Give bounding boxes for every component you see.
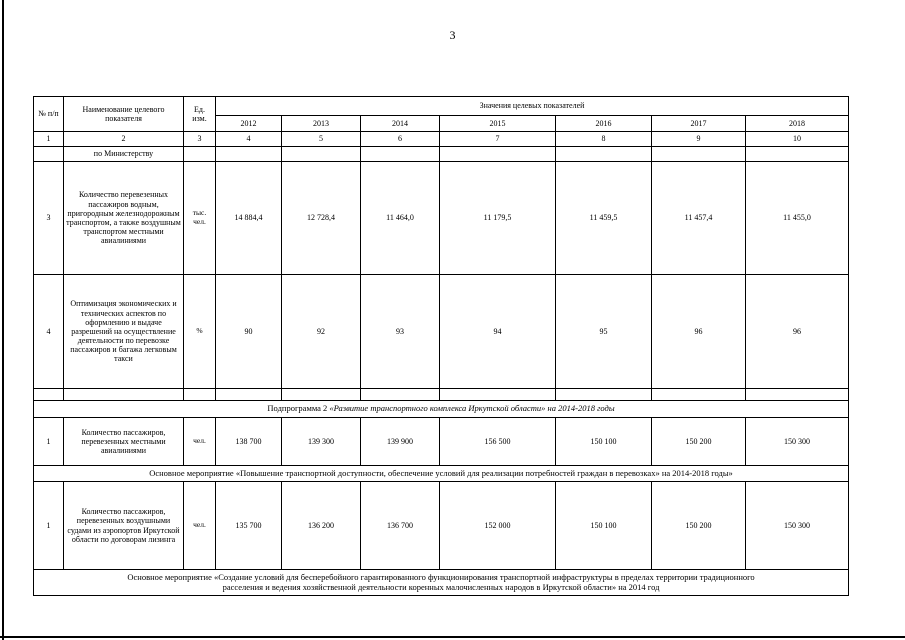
empty-row (34, 389, 849, 401)
value-cell: 90 (216, 275, 282, 389)
subprogram-name: «Развитие транспортного комплекса Иркутской области» на 2014-2018 годы (329, 403, 615, 414)
value-cell: 138 700 (216, 418, 282, 466)
year-cell: 2017 (652, 116, 746, 132)
value-cell: 139 300 (282, 418, 361, 466)
value-cell: 139 900 (361, 418, 440, 466)
scan-left-border (2, 0, 4, 640)
value-cell: 135 700 (216, 482, 282, 570)
value-cell: 152 000 (440, 482, 556, 570)
subprogram-prefix: Подпрограмма 2 (267, 403, 330, 414)
subprogram-row (34, 401, 849, 418)
column-number: 4 (216, 132, 282, 147)
measure-title (34, 570, 849, 596)
header-no: № п/п (34, 97, 64, 132)
value-cell: 95 (556, 275, 652, 389)
column-number: 5 (282, 132, 361, 147)
column-number: 7 (440, 132, 556, 147)
target-indicators-table (33, 96, 849, 596)
row-number: 3 (34, 162, 64, 275)
column-number: 8 (556, 132, 652, 147)
column-number: 10 (746, 132, 849, 147)
continuation-text: по Министерству (64, 147, 184, 162)
value-cell: 150 300 (746, 418, 849, 466)
value-cell: 150 200 (652, 482, 746, 570)
unit-cell: % (184, 275, 216, 389)
year-cell: 2018 (746, 116, 849, 132)
table-row (34, 275, 849, 389)
value-cell: 150 100 (556, 418, 652, 466)
indicator-name: Количество перевезенных пассажиров водным, пригородным железнодорожным транспортом, а также воздушным транспортом местными авиалиниями (64, 162, 184, 275)
unit-cell: чел. (184, 482, 216, 570)
value-cell: 11 455,0 (746, 162, 849, 275)
column-number: 6 (361, 132, 440, 147)
value-cell: 136 700 (361, 482, 440, 570)
year-cell: 2013 (282, 116, 361, 132)
unit-cell: чел. (184, 418, 216, 466)
page-number: 3 (449, 28, 456, 42)
measure-row (34, 466, 849, 482)
row-number: 1 (34, 418, 64, 466)
row-number: 4 (34, 275, 64, 389)
table-row (34, 418, 849, 466)
measure-row (34, 570, 849, 596)
value-cell: 93 (361, 275, 440, 389)
year-cell: 2016 (556, 116, 652, 132)
value-cell: 96 (746, 275, 849, 389)
table-row (34, 482, 849, 570)
value-cell: 150 300 (746, 482, 849, 570)
column-number: 1 (34, 132, 64, 147)
value-cell: 11 459,5 (556, 162, 652, 275)
year-cell: 2014 (361, 116, 440, 132)
value-cell: 14 884,4 (216, 162, 282, 275)
scan-bottom-border (0, 636, 905, 638)
column-number: 3 (184, 132, 216, 147)
measure-line-1: Основное мероприятие «Создание условий для бесперебойного гарантированного функционирования транспортной инфраструктуры в пределах территории традиционного (127, 571, 755, 582)
row-number: 1 (34, 482, 64, 570)
value-cell: 92 (282, 275, 361, 389)
table-row (34, 162, 849, 275)
value-cell: 136 200 (282, 482, 361, 570)
value-cell: 12 728,4 (282, 162, 361, 275)
value-cell: 156 500 (440, 418, 556, 466)
value-cell: 11 179,5 (440, 162, 556, 275)
column-number: 2 (64, 132, 184, 147)
indicator-name: Количество пассажиров, перевезенных воздушными судами из аэропортов Иркутской области по договорам лизинга (64, 482, 184, 570)
subprogram-title (34, 401, 849, 418)
value-cell: 11 464,0 (361, 162, 440, 275)
value-cell: 150 100 (556, 482, 652, 570)
header-name: Наименование целевого показателя (64, 97, 184, 132)
header-row (34, 97, 849, 116)
year-cell: 2012 (216, 116, 282, 132)
unit-cell: тыс. чел. (184, 162, 216, 275)
value-cell: 11 457,4 (652, 162, 746, 275)
column-numbers-row (34, 132, 849, 147)
value-cell: 96 (652, 275, 746, 389)
measure-title: Основное мероприятие «Повышение транспортной доступности, обеспечение условий для реализации потребностей граждан в перевозках» на 2014-2018 годы» (34, 466, 849, 482)
header-unit: Ед. изм. (184, 97, 216, 132)
continuation-row (34, 147, 849, 162)
column-number: 9 (652, 132, 746, 147)
measure-line-2: расселения и ведения хозяйственной деятельности коренных малочисленных народов в Иркутской области» на 2014 год (222, 581, 660, 592)
value-cell: 150 200 (652, 418, 746, 466)
indicator-name: Количество пассажиров, перевезенных местными авиалиниями (64, 418, 184, 466)
header-values-title: Значения целевых показателей (216, 97, 849, 116)
year-cell: 2015 (440, 116, 556, 132)
value-cell: 94 (440, 275, 556, 389)
indicator-name: Оптимизация экономических и технических аспектов по оформлению и выдаче разрешений на осуществление деятельности по перевозке пассажиров и багажа легковым такси (64, 275, 184, 389)
